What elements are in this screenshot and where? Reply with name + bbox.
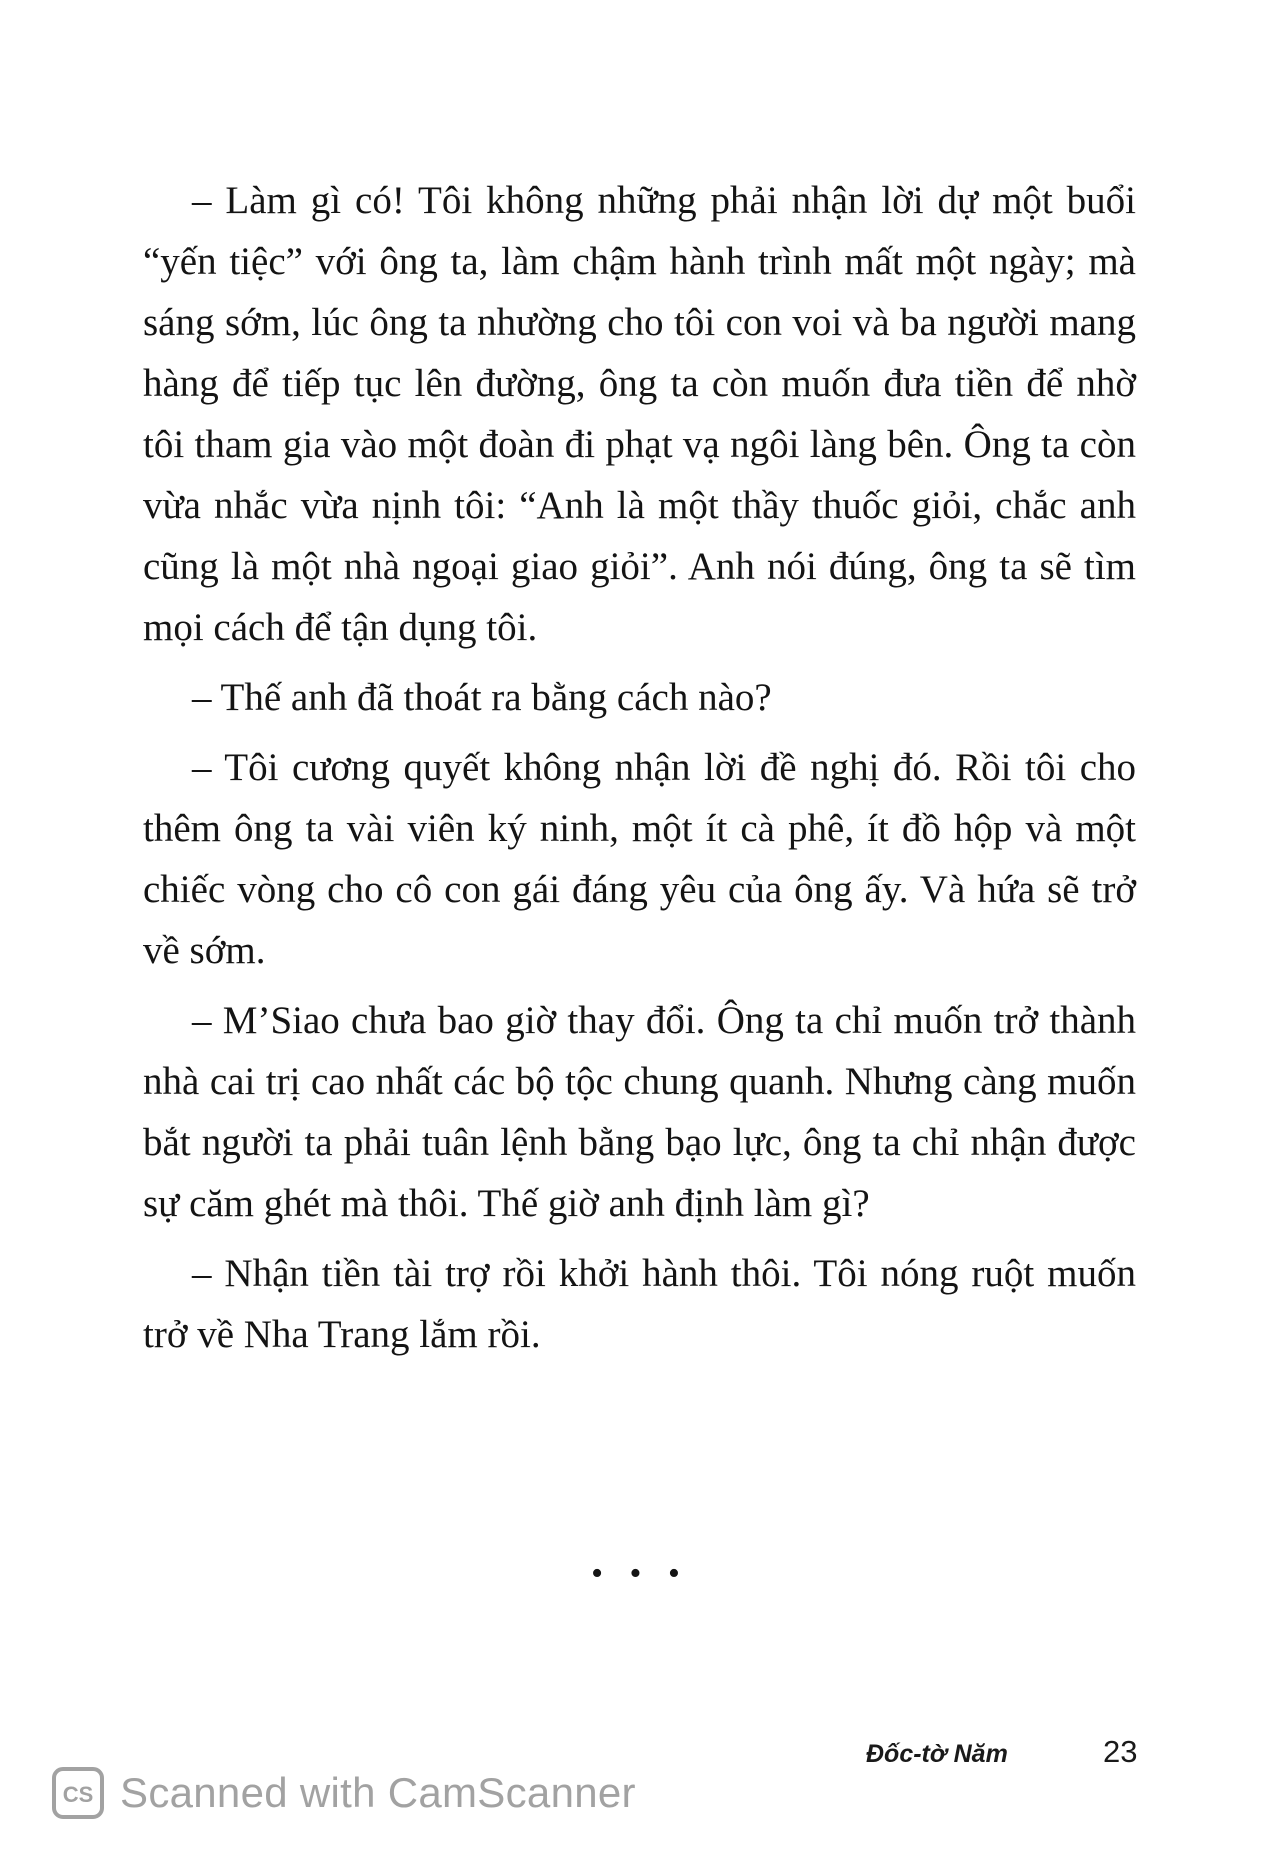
svg-text:CS: CS [62, 1782, 94, 1807]
watermark-text: Scanned with CamScanner [120, 1769, 636, 1816]
paragraph: – M’Siao chưa bao giờ thay đổi. Ông ta chỉ muốn trở thành nhà cai trị cao nhất các bộ tộc chung quanh. Nhưng càng muốn bắt người ta phải tuân lệnh bằng bạo lực, ông ta chỉ nhận được sự căm ghét mà thôi. Thế giờ anh định làm gì? [143, 999, 1136, 1225]
paragraph: – Nhận tiền tài trợ rồi khởi hành thôi. Tôi nóng ruột muốn trở về Nha Trang lắm rồi. [143, 1252, 1136, 1356]
running-footer-title: Đốc-tờ Năm [866, 1740, 1008, 1768]
camscanner-logo-icon [52, 1767, 104, 1819]
paragraph: – Tôi cương quyết không nhận lời đề nghị đó. Rồi tôi cho thêm ông ta vài viên ký ninh, một ít cà phê, ít đồ hộp và một chiếc vòng cho cô con gái đáng yêu của ông ấy. Và hứa sẽ trở về sớm. [143, 746, 1136, 972]
page-number: 23 [1103, 1734, 1138, 1769]
paragraph: – Làm gì có! Tôi không những phải nhận lời dự một buổi “yến tiệc” với ông ta, làm chậm hành trình mất một ngày; mà sáng sớm, lúc ông ta nhường cho tôi con voi và ba người mang hàng để tiếp tục lên đường, ông ta còn muốn đưa tiền để nhờ tôi tham gia vào một đoàn đi phạt vạ ngôi làng bên. Ông ta còn vừa nhắc vừa nịnh tôi: “Anh là một thầy thuốc giỏi, chắc anh cũng là một nhà ngoại giao giỏi”. Anh nói đúng, ông ta sẽ tìm mọi cách để tận dụng tôi. [143, 179, 1136, 649]
section-separator: • • • [591, 1555, 689, 1592]
camscanner-watermark [52, 1766, 636, 1820]
paragraph: – Thế anh đã thoát ra bằng cách nào? [192, 676, 772, 719]
body-text [143, 170, 1136, 1374]
